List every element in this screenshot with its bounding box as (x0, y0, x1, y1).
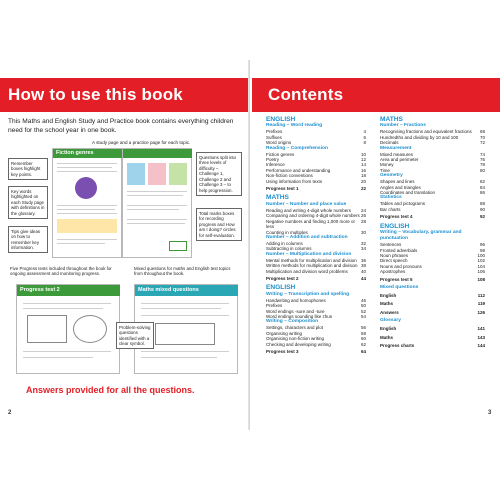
contents-bold-entry (380, 277, 485, 282)
entry-title: Angles and triangles (380, 184, 421, 190)
entry-page-number: 34 (360, 246, 366, 252)
contents-column-1 (266, 116, 374, 357)
entry-title: Noun phrases (380, 252, 409, 258)
entry-title: Adding in columns (266, 240, 303, 246)
entry-page-number: 64 (360, 349, 366, 354)
entry-page-number: 46 (360, 297, 366, 303)
entry-title: Organising writing (266, 330, 303, 336)
entry-title: Performance and understanding (266, 167, 331, 173)
entry-title: English (380, 326, 397, 332)
contents-subheading: Writing – Vocabulary, grammar and punctuation (380, 230, 462, 242)
entry-page-number: 76 (479, 157, 485, 163)
entry-page-number: 102 (477, 258, 485, 264)
entry-title: Maths (380, 301, 394, 307)
entry-title: Coordinates and translation (380, 190, 436, 196)
entry-page-number: 28 (360, 218, 366, 224)
entry-page-number: 80 (479, 167, 485, 173)
entry-title: Comparing and ordering 4-digit whole numbers (266, 213, 360, 219)
contents-section-heading: MATHS (266, 194, 289, 202)
shape-icon (27, 315, 67, 343)
entry-title: Handwriting and homophones (266, 297, 326, 303)
entry-title: Prefixes (266, 303, 283, 309)
entry-title: Suffixes (266, 134, 282, 140)
entry-title: Progress test 1 (266, 186, 299, 192)
entry-page-number: 119 (477, 301, 485, 307)
entry-title: Prefixes (266, 129, 283, 135)
grid-icon (155, 323, 215, 345)
study-page-thumbnail (52, 148, 122, 258)
contents-bold-entry (380, 214, 485, 219)
entry-page-number: 126 (477, 309, 485, 315)
entry-title: Written methods for multiplication and division (266, 263, 358, 269)
entry-title: Shapes and lines (380, 179, 415, 185)
entry-page-number: 74 (479, 151, 485, 157)
entry-page-number: 10 (360, 151, 366, 157)
entry-page-number: 24 (360, 207, 366, 213)
entry-title: Nouns and pronouns (380, 263, 422, 269)
contents-bold-entry (380, 293, 485, 298)
entry-page-number: 108 (477, 276, 485, 282)
contents-subheading: Number – Fractions (380, 123, 426, 129)
contents-entry (380, 207, 485, 212)
entry-page-number: 32 (360, 240, 366, 246)
remember-note: Remember boxes highlight key points. (8, 158, 48, 180)
entry-title: Counting in multiples (266, 229, 308, 235)
contents-bold-entry (380, 335, 485, 340)
entry-title: Word endings -sure and -ture (266, 308, 325, 314)
contents-subheading: Reading – Comprehension (266, 145, 328, 151)
book-spread (0, 60, 500, 430)
entry-title: Checking and developing writing (266, 341, 331, 347)
entry-title: Word origins (266, 140, 292, 146)
mixed-questions-note: Mixed questions for maths and English test topics from throughout the book. (132, 264, 240, 278)
entry-title: Answers (380, 309, 399, 315)
left-page (0, 60, 250, 430)
entry-title: Sentences (380, 242, 402, 248)
entry-page-number: 26 (360, 213, 366, 219)
contents-column-2 (380, 116, 488, 351)
tips-note: Tips give ideas on how to remember key information. (8, 226, 48, 253)
entry-page-number: 96 (479, 242, 485, 248)
key-words-note: Key words highlighted on each Study page with definitions in the glossary. (8, 186, 48, 219)
entry-page-number: 56 (360, 325, 366, 331)
entry-title: Subtracting in columns (266, 246, 312, 252)
entry-page-number: 30 (360, 229, 366, 235)
entry-title: Non-fiction conventions (266, 173, 313, 179)
contents-subheading: Number – Addition and subtraction (266, 234, 348, 240)
entry-title: Poetry (266, 157, 280, 163)
entry-page-number: 4 (363, 129, 366, 135)
entry-title: Settings, characters and plot (266, 325, 324, 331)
entry-page-number: 84 (479, 184, 485, 190)
total-marks-box (169, 241, 187, 251)
entry-title: Reading and writing 4-digit whole numbers (266, 207, 352, 213)
entry-page-number: 92 (479, 214, 485, 220)
entry-page-number: 12 (360, 157, 366, 163)
entry-page-number: 106 (477, 269, 485, 275)
entry-page-number: 72 (479, 140, 485, 146)
contents-section-heading: ENGLISH (380, 222, 410, 230)
contents-banner: Contents (252, 78, 500, 112)
entry-title: Recognising fractions and equivalent fractions (380, 129, 472, 135)
contents-bold-entry (266, 276, 366, 281)
entry-page-number: 16 (360, 167, 366, 173)
entry-page-number: 14 (360, 162, 366, 168)
remember-box (57, 219, 117, 233)
contents-subheading: Reading – Word reading (266, 123, 323, 129)
entry-page-number: 112 (477, 292, 485, 298)
illustration-icon (75, 177, 97, 199)
contents-bold-entry (266, 349, 366, 354)
page-number: 2 (8, 410, 12, 416)
entry-title: Using information from texts (266, 178, 323, 184)
mixed-questions-title: Maths mixed questions (135, 285, 238, 296)
entry-title: Progress test 2 (266, 275, 299, 281)
contents-section-heading: MATHS (380, 116, 403, 123)
entry-page-number: 20 (360, 178, 366, 184)
entry-page-number: 86 (479, 190, 485, 196)
entry-title: Multiplication and division word problems (266, 268, 348, 274)
entry-title: Fronted adverbials (380, 247, 418, 253)
circle-icon (73, 315, 107, 343)
entry-title: Maths (380, 334, 394, 340)
entry-title: Time (380, 167, 390, 173)
contents-bold-entry (380, 310, 485, 315)
entry-page-number: 141 (477, 326, 485, 332)
contents-entry (380, 269, 485, 274)
picture-icon (148, 163, 166, 185)
contents-subheading: Writing – Transcription and spelling (266, 291, 350, 297)
entry-title: Mixed measures (380, 151, 414, 157)
total-marks-note: Total marks boxes for recording progress and How am I doing? circles for self-evaluation. (196, 208, 242, 241)
challenge-note: Questions split into three levels of difficulty – Challenge 1, Challenge 2 and Challenge 3 – to help progression. (196, 152, 242, 196)
entry-title: Apostrophes (380, 269, 406, 275)
entry-page-number: 8 (363, 140, 366, 146)
entry-title: Bar charts (380, 206, 401, 212)
entry-page-number: 18 (360, 173, 366, 179)
entry-title: Progress charts (380, 342, 415, 348)
contents-bold-entry (380, 301, 485, 306)
entry-page-number: 70 (479, 134, 485, 140)
entry-title: Word endings sounding like zhun (266, 313, 333, 319)
contents-section-heading: ENGLISH (266, 116, 296, 123)
contents-subheading: Statistics (380, 195, 402, 201)
answers-note: Answers provided for all the questions. (26, 385, 195, 395)
entry-page-number: 22 (360, 186, 366, 192)
entry-page-number: 143 (477, 334, 485, 340)
progress-tests-note: Five Progress tests included throughout the book for ongoing assessment and monitoring progress. (8, 264, 126, 278)
contents-entry (266, 269, 366, 274)
right-page (250, 60, 500, 430)
entry-title: Fiction genres (266, 151, 295, 157)
entry-page-number: 68 (479, 129, 485, 135)
entry-page-number: 98 (479, 247, 485, 253)
entry-title: Organising non-fiction writing (266, 336, 325, 342)
entry-title: Mental methods for multiplication and division (266, 257, 357, 263)
entry-page-number: 82 (479, 179, 485, 185)
study-page-title: Fiction genres (53, 149, 122, 158)
contents-subheading: Measurement (380, 145, 412, 151)
entry-title: Hundredths and dividing by 10 and 100 (380, 134, 459, 140)
page-banner: How to use this book (0, 78, 248, 112)
contents-subheading: Writing – Composition (266, 319, 319, 325)
entry-page-number: 44 (360, 275, 366, 281)
entry-page-number: 58 (360, 330, 366, 336)
entry-page-number: 36 (360, 257, 366, 263)
progress-test-title: Progress test 2 (17, 285, 120, 296)
study-practice-label: A study page and a practice page for each topic. (92, 140, 191, 145)
entry-page-number: 38 (360, 263, 366, 269)
contents-subheading: Mixed questions (380, 284, 419, 290)
picture-icon (127, 163, 145, 185)
entry-title: Tables and pictograms (380, 201, 426, 207)
contents-subheading: Glossary (380, 318, 401, 324)
problem-solving-note: Problem-solving questions identified with a clear symbol. (116, 322, 154, 349)
entry-page-number: 6 (363, 134, 366, 140)
contents-subheading: Number – Number and place value (266, 201, 347, 207)
entry-title: English (380, 292, 397, 298)
contents-entry (266, 219, 366, 230)
contents-subheading: Geometry (380, 173, 403, 179)
entry-title: Negative numbers and finding 1,000 more or less (266, 218, 356, 230)
contents-section-heading: ENGLISH (266, 284, 296, 292)
entry-title: Decimals (380, 140, 399, 146)
entry-page-number: 50 (360, 303, 366, 309)
entry-title: Direct speech (380, 258, 408, 264)
contents-bold-entry (380, 326, 485, 331)
entry-page-number: 40 (360, 268, 366, 274)
entry-page-number: 60 (360, 336, 366, 342)
contents-bold-entry (266, 186, 366, 191)
entry-title: Progress test 5 (380, 276, 413, 282)
intro-text: This Maths and English Study and Practice book contains everything children need for the school year in one book. (8, 118, 234, 134)
entry-title: Progress test 4 (380, 214, 413, 220)
practice-page-thumbnail (122, 148, 192, 258)
entry-title: Inference (266, 162, 285, 168)
entry-page-number: 88 (479, 201, 485, 207)
entry-page-number: 52 (360, 308, 366, 314)
entry-page-number: 100 (477, 252, 485, 258)
entry-page-number: 144 (477, 342, 485, 348)
contents-entry (266, 179, 366, 184)
entry-page-number: 78 (479, 162, 485, 168)
entry-page-number: 54 (360, 313, 366, 319)
entry-title: Progress test 3 (266, 349, 299, 354)
contents-bold-entry (380, 343, 485, 348)
entry-page-number: 62 (360, 341, 366, 347)
page-number: 3 (488, 410, 492, 416)
progress-test-thumbnail (16, 284, 120, 374)
contents-subheading: Number – Multiplication and division (266, 251, 352, 257)
entry-page-number: 104 (477, 263, 485, 269)
entry-title: Area and perimeter (380, 157, 419, 163)
entry-title: Money (380, 162, 394, 168)
entry-page-number: 90 (479, 206, 485, 212)
picture-icon (169, 163, 187, 185)
contents-entry (266, 342, 366, 347)
